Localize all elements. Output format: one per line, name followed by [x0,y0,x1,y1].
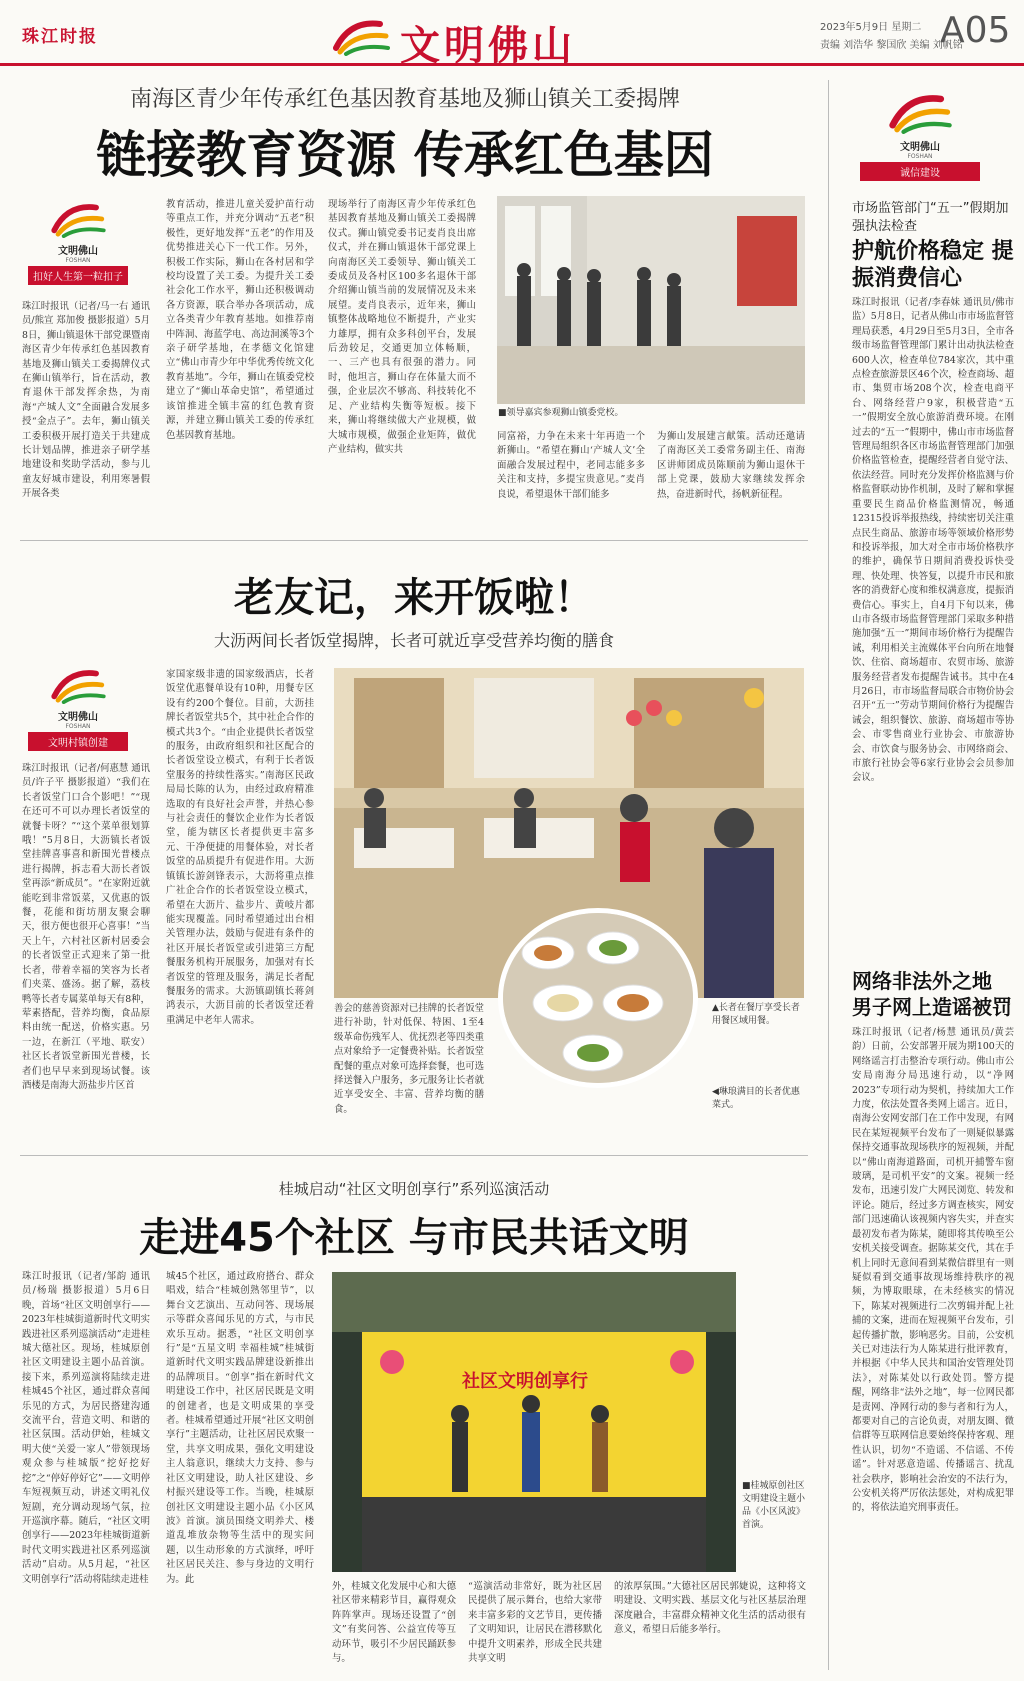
story2-badge: 文明村镇创建 [28,732,128,751]
story3-col3: 外，桂城文化发展中心和大德社区带来精彩节目，赢得观众阵阵掌声。现场还设置了“创文”有奖问答、公益宣传等互动环节，吸引不少居民踊跃参与。 [332,1581,456,1665]
story1-col3: 现场举行了南海区青少年传承红色基因教育基地及狮山镇关工委揭牌仪式。狮山镇党委书记麦肖良出席仪式，并在狮山镇退休干部党课上向南海区关工委领导、狮山镇关工委成员及各村区100多名退休干部介绍狮山镇当前的发展情况及未来展望。麦肖良表示，近年来，狮山镇整体战略地位不断提升，产业实力雄厚，拥有众多科创平台，发展后劲较足，交通更加立体畅顺，一、三产也具有很强的潜力。同时，他坦言，狮山存在体量大而不强，企业层次不够高、科技转化不足、产业结构失衡等短板。接下来，狮山将继续做大产业规模，做大城市规模，做强企业矩阵，做优产业结构，做实共 [328,199,476,455]
story2-headline: 老友记，来开饭啦！ [234,575,594,621]
page-number: A05 [940,10,1011,51]
story3-kicker: 桂城启动“社区文明创享行”系列巡演活动 [278,1180,550,1198]
story3-photo [332,1272,736,1572]
story1-col2: 教育活动，推进儿童关爱护苗行动等重点工作，并充分调动“五老”积极性，更好地发挥“五老”的作用及优势推进关心下一代工作。另外，积极工作实际，狮山在各村居和学校均设置了关工委。为提升关工委社会化工作水平，狮山还积极调动各方资源，联合举办各项活动，成立各类青少年教育基地。如推荐南中阵洞、海蓝学电、高边洞溪等3个亲子研学基地，在孝德文化馆建立“佛山市青少年中华优秀传统文化教育基地”。今年，狮山在镇委党校建立了“狮山革命史馆”，希望通过该馆推进全镇丰富的红色教育资源，并建立狮山镇关工委的传承红色基因教育基地。 [166,199,314,441]
wenming-foshan-logo-icon [48,664,108,704]
logo-sub: FOSHAN [65,257,91,264]
stage-banner-text: 社区文明创享行 [462,1371,588,1392]
wenming-foshan-logo-icon [48,198,108,238]
sidebar-divider [828,80,829,1670]
issue-date-text: 2023年5月9日 星期二 [820,22,922,33]
story1-photo [497,196,805,404]
story2-col1: 珠江时报讯（记者/何惠慧 通讯员/许子平 摄影报道）“我们在长者饭堂门口合个影吧！”“现在还可不可以办理长者饭堂的就餐卡呀？”“这个菜单很划算哦！”5月8日，大沥镇长者饭堂挂牌喜事喜和新围光普楼点进行揭牌，拆志看大沥长者饭堂再添“新成员”。“在家附近就能吃到非常饭菜，又优惠的饭餐，花能和街坊朋友聚会聊天，很方便也很开心喜事！”当天上午，六村社区新村居委会的长者饭堂正式迎来了第一批长者，带着幸福的笑容为长者们夹菜、盛汤。据了解，荔枝鸭等长者专属菜单每天有8种，荤素搭配，营养均衡，食品原料由统一配送，价格实惠。另一边，在新江（平地、联安）社区长者饭堂新围光普楼，长者们也早早来到现场试餐。该酒楼是南海大沥盐步片区首 [22,763,150,1091]
logo-name: 文明佛山 [58,712,98,723]
photo-visit-party-school [497,196,805,404]
story1-logo [28,198,128,285]
logo-sub: FOSHAN [65,723,91,730]
divider [20,540,808,541]
story2-photo-dishes [498,908,698,1088]
wenming-foshan-logo-icon [885,88,955,134]
story1-headline: 链接教育资源 传承红色基因 [96,126,714,184]
story1-badge: 扣好人生第一粒扣子 [28,266,128,285]
story3-col2: 城45个社区，通过政府搭台、群众唱戏，结合“桂城创熟邻里节”，以舞台文艺演出、互动问答、现场展示等群众喜闻乐见的方式，与市民欢乐互动。据悉，“社区文明创享行”是“五星文明 幸福桂城”桂城街道新时代文明实践品牌建设新推出的品牌项目。“创享”指在新时代文明建设工作中，社区居民既是文明的创建者，也是文明成果的享受者。桂城希望通过开展“社区文明创享行”主题活动，让社区居民欢聚一堂，共享文明成果，强化文明建设主人翁意识，继续大力支持、参与社区文明建设，助人社区建设、乡村振兴建设等工作。当晚，桂城原创社区文明建设主题小品《小区风波》首演。演员围绕文明养犬、楼道乱堆放杂物等生活中的现实问题，以生动形象的方式演绎，呼吁社区居民关注、参与身边的文明行为。此 [166,1271,314,1585]
story2-kicker: 大沥两间长者饭堂揭牌，长者可就近享受营养均衡的膳食 [213,631,614,650]
divider [20,1155,808,1156]
story1-kicker: 南海区青少年传承红色基因教育基地及狮山镇关工委揭牌 [129,87,680,112]
paper-name: 珠江时报 [22,27,98,47]
wenming-foshan-logo-icon [330,14,392,56]
sidebar-story1-body: 珠江时报讯（记者/李春妹 通讯员/佛市监）5月8日，记者从佛山市市场监督管理局获悉，4月29日至5月3日，全市各级市场监督管理部门累计出动执法检查600人次，检查单位784家次，其中重点检查旅游景区46个次，检查商场、超市、集贸市场208个次，检查电商平台、网络经营户9家，积极营造“五一”假期安全放心旅游消费环境。在刚过去的“五一”假期中，佛山市市场监督管理局组织各区市场监督管理部门加强价格监管检查，提醒经营者自觉守法、依法经营。同时充分发挥价格监测与价格监督联动协作机制，及时了解和掌握重要民生商品价格监测情况，畅通12315投诉举报热线，持续密切关注重点民生商品、旅游市场等领域价格形势和投诉举报，加大对全市市场价格秩序的维护，确保节日期间消费投诉快受理、快处理、快答复，以提升市民和旅客的消费舒心度和维权满意度，提振消费信心。事实上，自4月下旬以来，佛山市各级市场监督管理部门采取多种措施加强“五一”期间市场价格行为提醒告诫，利用相关主流媒体平台向所在地餐饮、住宿、商场超市、农贸市场、旅游服务经营者发布提醒告诫书。其中在4月26日，市市场监督局联合市物价协会召开“五一”劳动节期间价格行为提醒告诫会，组织餐饮、旅游、商场超市等协会、市零售商业行业协会、市旅游协会、市饮食与服务协会、市网络商会、市旅行社协会等6家行业协会会员参加会议。 [852,297,1014,784]
story2-col3: 善会的慈善资源对已挂牌的长者饭堂进行补助，针对低保、特困、1至4级革命伤残军人、优抚烈老等四类重点对象给予一定餐费补贴。长者饭堂配餐的重点对象可选择套餐，也可选择送餐入户服务，多元服务让长者就近享受安全、丰富、营养均衡的膳食。 [334,1003,484,1115]
logo-sub: FOSHAN [907,153,933,160]
story3-headline: 走进45个社区 与市民共话文明 [139,1215,689,1261]
logo-name: 文明佛山 [58,246,98,257]
section-title: 文明佛山 [400,23,576,69]
sidebar-badge: 诚信建设 [860,162,980,181]
story1-col4: 同富裕，力争在未来十年再造一个新狮山。“希望在狮山‘产城人文’全面融合发展过程中，老同志能多多关注和支持，多提宝贵意见。”麦肖良说，希望退休干部们能多 [497,431,645,500]
sidebar-story2-body: 珠江时报讯（记者/杨慧 通讯员/黄芸韵）日前，公安部署开展为期100天的网络谣言打击整治专项行动。佛山市公安局南海分局迅速行动，以“净网2023”专项行动为契机，持续加大工作力度，依法处置各类网上谣言。近日，南海公安网安部门在工作中发现，有网民在某短视频平台发布了一则疑似暴露保持交通事故现场秩序的短视频，并配以“佛山南海道路面，司机开捕警车窗玻璃，是司机平安”的文案。视频一经发布，迅速引发广大网民浏览、转发和评论。随后，经过多方调查核实，网安部门迅速确认该视频内容失实，并查实最初发布者为陈某，随即将其传唤至公安机关接受调查。据陈某交代，其在手机上同时无意间看到某微信群里有一则疑似看到交通事故现场维持秩序的视频，为博取眼球，在未经核实的情况下，陈某对视频进行二次剪辑并配上社捕的文案，进而在短视频平台发布，引起传播扩散，影响恶劣。目前，公安机关已对违法行为人陈某进行批评教育，并根据《中华人民共和国治安管理处罚法》，对陈某处以行政处罚。警方提醒，网络非“法外之地”，每一位网民都是责网、净网行动的参与者和行为人，都要对自己的言论负责，对朋友圈、微信群等互联网信息要始终保持客观、理性认识，切勿“不造谣、不信谣、不传谣”。针对恶意造谣、传播谣言、扰乱社会秩序，影响社会治安的不法行为，公安机关将严厉依法惩处，对构成犯罪的，将依法追究刑事责任。 [852,1027,1014,1514]
story3-photo-caption: ■桂城原创社区文明建设主题小品《小区风波》首演。 [742,1481,806,1530]
story2-col2: 家国家级非遗的国家级酒店，长者饭堂优惠餐单设有10种，用餐专区设有约200个餐位。目前，大沥挂牌长者饭堂共5个，其中社企合作的模式共3个。“由企业提供长者饭堂的服务，由政府组织和社区配合的长者饭堂设立模式，有利于长者饭堂服务的持续性落实。”南海区民政局局长陈的认为，由经过政府精准选取的有良好社会声誉，并热心参与社会责任的餐饮企业作为长者饭堂，能为辖区长者提供更丰富多元、干净便捷的用餐体验，对长者饭堂的品质提升有促进作用。大沥镇镇长游剑锋表示，大沥将重点推广社企合作的长者饭堂设立模式，希望在大沥片、盐步片、黄岐片都能实现覆盖。同时希望通过出台相关管理办法，鼓励与促进有条件的社区开展长者饭堂或引进第三方配餐服务机构开展服务，加强对有长者饭堂的管理及服务，满足长者配餐服务的需求。大沥镇副镇长蒋剑鸿表示，大沥目前的长者饭堂还着重满足中老年人需求。 [166,669,314,1026]
photo-dishes [503,913,693,1083]
story3-col4: “巡演活动非常好，既为社区居民提供了展示舞台，也给大家带来丰富多彩的文艺节目，更传播了文明知识，让居民在潜移默化中提升文明素养，形成全民共建共享文明 [468,1581,602,1665]
story1-photo-caption: ■领导嘉宾参观狮山镇委党校。 [498,408,624,418]
logo-name: 文明佛山 [900,142,940,153]
story2-logo [28,664,128,751]
story2-caption1: ▲长者在餐厅享受长者用餐区域用餐。 [712,1003,800,1026]
editors-text: 责编 刘浩华 黎国欣 美编 刘帆铭 [820,40,963,51]
story2-caption2: ◀琳琅满目的长者优惠菜式。 [712,1087,800,1110]
story3-col1: 珠江时报讯（记者/邹韵 通讯员/杨瑞 摄影报道）5月6日晚，首场“社区文明创享行——2023年桂城街道新时代文明实践进社区系列巡演活动”走进桂城大德社区。现场，桂城原创社区文明建设主题小品首演。接下来，系列巡演将陆续走进桂城45个社区，通过群众喜闻乐见的方式，为居民搭建沟通交流平台，营造文明、和谐的社区氛围。活动伊始，桂城文明大使“关爱一家人”带领现场观众参与桂城版“挖好挖好挖”之“停好停好它”——文明停车短视频互动，讲述文明礼仪短剧，充分调动现场气氛，拉开巡演序幕。随后，“社区文明创享行——2023年桂城街道新时代文明实践进社区系列巡演活动”启动。从5月起，“社区文明创享行”活动将陆续走进桂 [22,1271,150,1585]
photo-stage-performance [332,1272,736,1572]
sidebar-story2-headline: 网络非法外之地 男子网上造谣被罚 [852,969,1012,1019]
sidebar-story1-headline: 护航价格稳定 提振消费信心 [852,239,1014,291]
story3-col5: 的浓厚氛围。”大德社区居民郭婕说，这种将文明建设、文明实践、基层文化与社区基层治理深度融合，丰富群众精神文化生活的活动很有意义，希望日后能多举行。 [614,1581,806,1636]
story1-col1: 珠江时报讯（记者/马一右 通讯员/熊宣 郑加俊 摄影报道）5月8日，狮山镇退休干部党课暨南海区青少年传承红色基因教育基地及狮山镇关工委揭牌仪式在狮山镇举行，旨在活动，教育退休干部发挥余热，为南海“产城人文”全面融合发展多授“金点子”。去年，狮山镇关工委积极开展打造关于共建成长计划品牌，推进亲子研学基地建设和奖助学活动，参与儿童友好城市建设，利用寒暑假开展各类 [22,301,150,500]
sidebar-story1-kicker: 市场监管部门“五一”假期加强执法检查 [852,201,1009,234]
sidebar-logo [860,88,980,181]
story1-col5: 为狮山发展建言献策。活动还邀请了南海区关工委常务副主任、南海区讲师团成员陈顺前为狮山退休干部上党课，鼓励大家继续发挥余热，奋进新时代，扬帆新征程。 [657,431,805,500]
